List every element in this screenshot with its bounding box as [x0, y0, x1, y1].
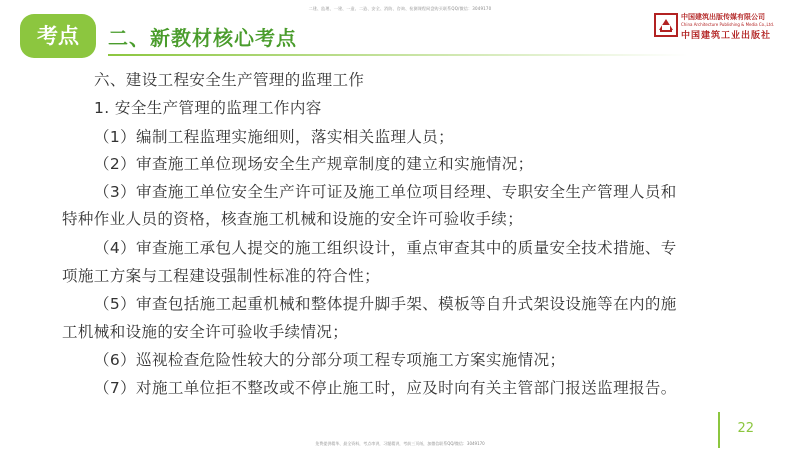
- badge-label: 考点: [37, 24, 79, 48]
- list-item-continuation: 项施工方案与工程建设强制性标准的符合性；: [62, 267, 381, 285]
- publisher-logo-icon: [654, 13, 678, 37]
- list-item: （1）编制工程监理实施细则，落实相关监理人员；: [94, 128, 455, 146]
- list-item: （5）审查包括施工起重机械和整体提升脚手架、模板等自升式架设设施等在内的施: [94, 295, 677, 313]
- publisher-name: 中国建筑出版传媒有限公司: [681, 13, 765, 21]
- subsection-heading: 1. 安全生产管理的监理工作内容: [94, 99, 322, 117]
- publisher-logo-block: [654, 11, 786, 43]
- list-item-continuation: 特种作业人员的资格，核查施工机械和设施的安全许可验收手续；: [62, 210, 524, 228]
- title-divider: [108, 54, 688, 56]
- list-item: （4）审查施工承包人提交的施工组织设计，重点审查其中的质量安全技术措施、专: [94, 239, 677, 257]
- bottom-notice: 免费提供精华、最全资料，考点串讲，习题精讲，考前三页纸，加微信联系QQ/微信：3049170: [315, 441, 485, 446]
- list-item: （6）巡视检查危险性较大的分部分项工程专项施工方案实施情况；: [94, 351, 566, 369]
- list-item: （7）对施工单位拒不整改或不停止施工时，应及时向有关主管部门报送监理报告。: [94, 379, 677, 397]
- badge: [20, 14, 96, 58]
- publisher-calligraphy: 中国建筑工业出版社: [681, 31, 772, 41]
- section-heading: 六、建设工程安全生产管理的监理工作: [94, 71, 365, 89]
- list-item: （2）审查施工单位现场安全生产规章制度的建立和实施情况；: [94, 155, 534, 173]
- list-item: （3）审查施工单位安全生产许可证及施工单位项目经理、专职安全生产管理人员和: [94, 183, 677, 201]
- top-notice: 二建、监理、一建、一造、二造、安全、消防、咨询、检测课程网盘购买联系QQ/微信：3049170: [308, 6, 492, 11]
- publisher-name-en: China Architecture Publishing & Media Co.,Ltd.: [681, 22, 775, 27]
- list-item-continuation: 工机械和设施的安全许可验收手续情况；: [62, 323, 349, 341]
- page-number: 22: [737, 421, 754, 436]
- section-title: 二、新教材核心考点: [108, 26, 297, 50]
